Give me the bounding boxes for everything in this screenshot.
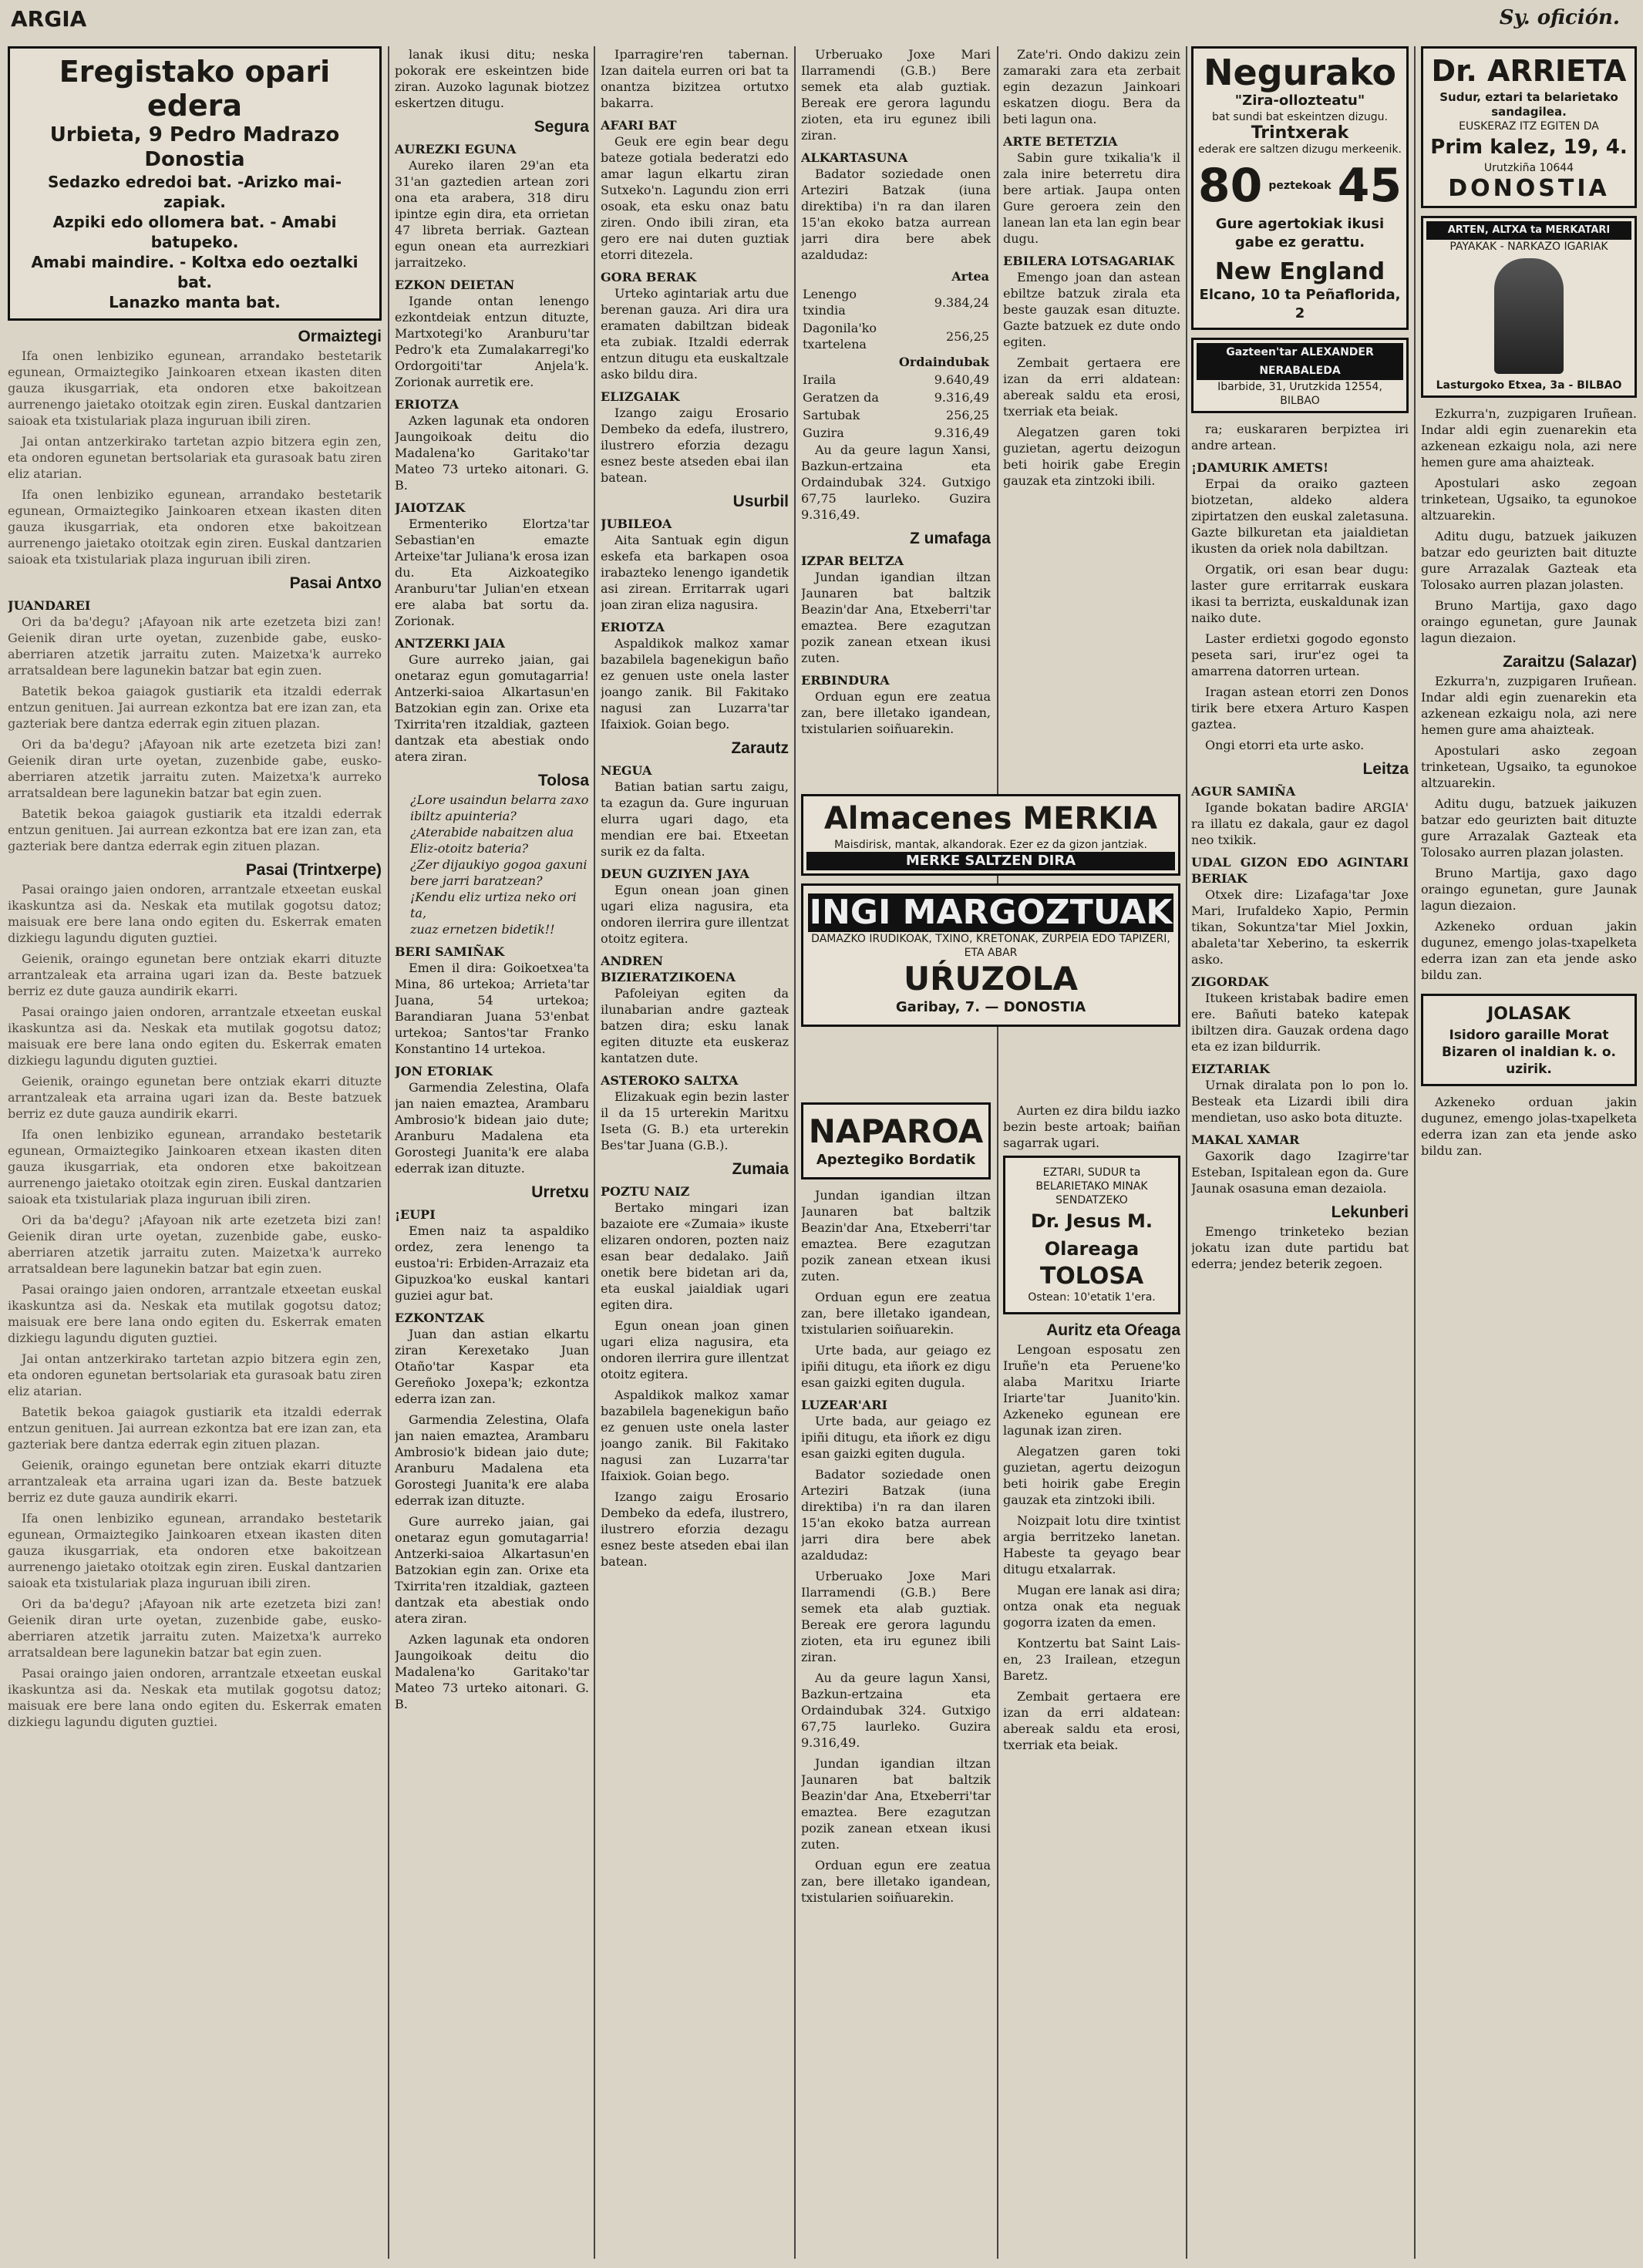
- ad-line: bat sundi bat eskeintzen dizugu.: [1212, 111, 1388, 123]
- article-text: Pasai oraingo jaien ondoren, arrantzale etxeetan euskal ikaskuntza asi da. Neskak eta mutilak gogotsu datoz; maisuak ere bere lana ondo egiten du. Eskerrak ematen dizkiegu lagundu diguten guztiei.: [8, 1666, 382, 1729]
- ad-eregistako: [8, 46, 382, 321]
- poem-line: ¿Aterabide nabaitzen alua: [410, 825, 574, 840]
- table-cell: Guzira: [803, 426, 844, 440]
- article-text: Bertako mingari izan bazaiote ere «Zumaia» ikuste elizaren ondoren, pozten naiz esan bear dedalako. Jaiñ onetik bere bidetan ari da, eta euskal jaialdiak ugari egiten dira.: [601, 1200, 789, 1312]
- ad-line: EUSKERAZ ITZ EGITEN DA: [1459, 120, 1599, 133]
- ad-line: Ostean: 10'etatik 1'era.: [1028, 1291, 1156, 1304]
- ad-title: Dr. Jesus M. Olareaga: [1030, 1210, 1153, 1260]
- article-text: lanak ikusi ditu; neska pokorak ere eskeintzen bide ziran. Auzoko lagunak biotzez eskertzen ditugu.: [395, 47, 589, 110]
- column-6: [1191, 46, 1409, 2259]
- poem-line: Eliz-otoitz bateria?: [410, 841, 529, 856]
- article-text: Juan dan astian elkartu ziran Kerexetako Juan Otaño'tar Kaspar eta Gereñoko Joxepa'k; ezkontza ederra izan zan.: [395, 1327, 589, 1406]
- article-text: Igande ontan lenengo ezkontdeiak entzun dituzte, Martxotegi'ko Aranburu'tar Pedro'k eta Zumalakarregi'ko Ordorgoiti'tar Anjela'k. Zorionak aurretik ere.: [395, 294, 589, 389]
- table-cell: 256,25: [946, 408, 989, 422]
- ad-title: NAPAROA: [808, 1112, 984, 1150]
- ad-line: Maisdirisk, mantak, alkandorak. Ezer ez da gizon jantziak.: [834, 839, 1147, 851]
- article-text: Jundan igandian iltzan Jaunaren bat baltzik Beazin'dar Ana, Etxeberri'tar emaztea. Bere ezagutzan pozik zanean etxean ikusi zuten.: [801, 570, 991, 665]
- table-cell: Sartubak: [803, 408, 860, 422]
- column-divider: [997, 46, 998, 2259]
- table-cell: Geratzen da: [803, 390, 879, 405]
- article-subheading: JUANDAREI: [8, 598, 91, 613]
- ad-arten-altxa: [1421, 216, 1637, 398]
- article-text: Badator soziedade onen Arteziri Batzak (iuna direktiba) i'n ra dan ilaren 15'an ekoko batza aurrean jarri dira bere abek azaldudaz:: [801, 1467, 991, 1563]
- ad-line: Apeztegiko Bordatik: [816, 1152, 976, 1168]
- ad-line: Azpiki edo ollomera bat. - Amabi batupeko.: [52, 213, 337, 251]
- article-text: Igande bokatan badire ARGIA' ra illatu ez dakala, gaur ez dagol neo txikik.: [1191, 800, 1409, 847]
- article-text: Badator soziedade onen Arteziri Batzak (iuna direktiba) i'n ra dan ilaren 15'an ekoko batza aurrean jarri dira bere abek azaldudaz:: [801, 167, 991, 262]
- column-1: [8, 46, 382, 2259]
- table-cell: Dagonila'ko txartelena: [803, 321, 877, 352]
- article-subheading: AUREZKI EGUNA: [395, 142, 517, 156]
- article-subheading: MAKAL XAMAR: [1191, 1132, 1300, 1147]
- article-subheading: LUZEAR'ARI: [801, 1398, 888, 1412]
- paper-fade: [801, 2212, 991, 2259]
- section-heading: Zumaia: [732, 1160, 789, 1178]
- article-text: Urberuako Joxe Mari Ilarramendi (G.B.) Bere semek eta alab guztiak. Bereak ere gerora lagundu zioten, eta iru egunez ibili ziran.: [801, 47, 991, 143]
- paper-fade: [395, 2212, 589, 2259]
- article-text: Jundan igandian iltzan Jaunaren bat baltzik Beazin'dar Ana, Etxeberri'tar emaztea. Bere ezagutzan pozik zanean etxean ikusi zuten.: [801, 1188, 991, 1284]
- article-text: Mugan ere lanak asi dira; ontza onak eta neguak gogorra izaten da emen.: [1003, 1583, 1180, 1630]
- article-text: Emen il dira: Goikoetxea'ta Mina, 86 urtekoa; Arrieta'tar Juana, 54 urtekoa; Barandiaran Juana 53'enbat urtekoa; Santos'tar Franko Konstantino 14 urtekoa.: [395, 961, 589, 1056]
- article-text: Pasai oraingo jaien ondoren, arrantzale etxeetan euskal ikaskuntza asi da. Neskak eta mutilak gogotsu datoz; maisuak ere bere lana ondo egiten du. Eskerrak ematen dizkiegu lagundu diguten guztiei.: [8, 1282, 382, 1345]
- article-text: Batetik bekoa gaiagok gustiarik eta itzaldi ederrak entzun genituen. Jai aurrean ezkontza bat ere izan zan, eta gazteriak bere dantza ederrak egin zituen plazan.: [8, 806, 382, 853]
- article-text: Apostulari asko zegoan trinketean, Ugsaiko, ta egunokoe altzuarekin.: [1421, 476, 1637, 523]
- article-text: Ezkurra'n, zuzpigaren Iruñean. Indar aldi egin zuenarekin eta azkenean ezkaigu nola, azi nere hemen gure ama ahaizteak.: [1421, 674, 1637, 737]
- article-text: Ermenteriko Elortza'tar Sebastian'en emazte Arteixe'tar Juliana'k erosa izan du. Eta Aizkoategiko Aranburu'tar Julian'en etxean ere alaba bat sortu da. Zorionak.: [395, 517, 589, 628]
- ad-phone: Urutzkiña 10644: [1483, 162, 1574, 174]
- ad-address: Lasturgoko Etxea, 3a - BILBAO: [1436, 379, 1622, 392]
- article-text: Azkeneko orduan jakin dugunez, emengo jolas-txapelketa ederra izan zan eta jende asko bildu zan.: [1421, 919, 1637, 982]
- table-row: [801, 424, 991, 442]
- table-row: [801, 353, 991, 371]
- article-text: Otxek dire: Lizafaga'tar Joxe Mari, Irufaldeko Xapio, Permin tikan, Sokuntza'tar Miel Joxkin, abaleta'tar Xeberino, ta eskerrik asko.: [1191, 887, 1409, 967]
- article-subheading: ¡DAMURIK AMETS!: [1191, 460, 1329, 475]
- article-text: Lengoan esposatu zen Iruñe'n eta Peruene'ko alaba Maritxu Iriarte Iriarte'tar Juanito'kin. Azkeneko egunean ere lagunak izan ziren.: [1003, 1342, 1180, 1438]
- article-subheading: EZKON DEIETAN: [395, 278, 515, 292]
- article-subheading: POZTU NAIZ: [601, 1184, 690, 1199]
- section-heading: Pasai Antxo: [289, 574, 382, 592]
- table-row: [801, 285, 991, 319]
- column-divider: [1186, 46, 1187, 2259]
- article-text: Geienik, oraingo egunetan bere ontziak ekarri dituzte arrantzaleak eta arraina ugari izan da. Beste batzuek berriz ez dute gauza aundirik ekarri.: [8, 951, 382, 998]
- ad-line: PAYAKAK - NARKAZO IGARIAK: [1449, 241, 1608, 253]
- price-unit: peztekoak: [1268, 180, 1332, 192]
- article-subheading: GORA BERAK: [601, 270, 697, 284]
- article-text: Izango zaigu Erosario Dembeko da edefa, ilustrero, ilustrero eforzia dezagu esnez beste atseden ebai ilan batean.: [601, 405, 789, 485]
- article-text: Garmendia Zelestina, Olafa jan naien emaztea, Arambaru Ambrosio'k bidean jaio dute; Aranburu Madalena eta Gorostegi Juanita'k ere alaba ederrak izan dituzte.: [395, 1080, 589, 1176]
- article-subheading: NEGUA: [601, 763, 652, 778]
- article-subheading: ALKARTASUNA: [801, 150, 908, 165]
- article-subheading: AGUR SAMIÑA: [1191, 784, 1296, 799]
- article-text: Geuk ere egin bear degu bateze gotiala bederatzi edo amar lagun elkartu ziran Sutxeko'n. Lagundu zion erri osoak, eta esku onaz batu ziren. Ondo ibili ziran, eta gero ere nai duten guztiak etorri ditezela.: [601, 134, 789, 262]
- article-text: Batian batian sartu zaigu, ta ezagun da. Gure inguruan elurra ugari dago, eta mendian ere bai. Etxeetan surik ez da falta.: [601, 779, 789, 859]
- article-text: Orduan egun ere zeatua zan, bere illetako igandean, txistularien soiñuarekin.: [801, 1858, 991, 1905]
- article-subheading: JAIOTZAK: [395, 500, 466, 515]
- article-text: Garmendia Zelestina, Olafa jan naien emaztea, Arambaru Ambrosio'k bidean jaio dute; Aranburu Madalena eta Gorostegi Juanita'k ere alaba ederrak izan dituzte.: [395, 1412, 589, 1508]
- ad-address: Ibarbide, 31, Urutzkida 12554, BILBAO: [1217, 381, 1382, 407]
- ad-olareaga: [1003, 1156, 1180, 1314]
- ad-city: DONOSTIA: [1448, 175, 1610, 202]
- section-heading: Zarautz: [731, 739, 789, 757]
- article-text: Aspaldikok malkoz xamar bazabilela bagenekigun baño ez genuen uste onela laster joango zanik. Bil Fakitako nagusi zan Luzarra'tar Ifaixiok. Goian bego.: [601, 1388, 789, 1483]
- article-text: Isidoro garaille Morat Bizaren ol inaldian k. o. uzirik.: [1441, 1028, 1617, 1077]
- poem-line: ¿Lore usaindun belarra zaxo: [410, 792, 589, 807]
- article-text: Jai ontan antzerkirako tartetan azpio bitzera egin zen, eta ondoren egunetan bertsolariak eta gurasoak batu ziren eliz atarian.: [8, 434, 382, 481]
- table-cell: 9.316,49: [934, 390, 989, 405]
- column-5-lower: [1003, 1102, 1180, 2259]
- article-text: Bruno Martija, gaxo dago oraingo egunetan, gure Jaunak lagun diezaion.: [1421, 866, 1637, 913]
- article-subheading: ¡EUPI: [395, 1207, 436, 1222]
- article-text: Geienik, oraingo egunetan bere ontziak ekarri dituzte arrantzaleak eta arraina ugari izan da. Beste batzuek berriz ez dute gauza aundirik ekarri.: [8, 1458, 382, 1505]
- article-text: Azken lagunak eta ondoren Jaungoikoak deitu dio Madalena'ko Garitako'tar Mateo 73 urteko aitonari. G. B.: [395, 1632, 589, 1711]
- paper-fade: [1003, 2212, 1180, 2259]
- table-cell: 9.384,24: [934, 294, 989, 310]
- article-subheading: BERI SAMIÑAK: [395, 944, 505, 959]
- article-text: Geienik, oraingo egunetan bere ontziak ekarri dituzte arrantzaleak eta arraina ugari izan da. Beste batzuek berriz ez dute gauza aundirik ekarri.: [8, 1074, 382, 1121]
- poem-line: ¿Zer dijaukiyo gogoa gaxuni: [410, 857, 588, 872]
- article-subheading: ANTZERKI JAIA: [395, 636, 505, 651]
- article-text: Erpai da oraiko gazteen biotzetan, aldeko aldera zipirtatzen den euskal zaletasuna. Gazte bilkuretan eta jaialdietan ikusten da oriek nola dabiltzan.: [1191, 476, 1409, 556]
- table-header: Ordaindubak: [898, 355, 989, 369]
- ad-tagline: Gure agertokiak ikusi gabe ez gerattu.: [1215, 216, 1385, 251]
- ad-store-name: New England: [1214, 258, 1385, 285]
- article-text: Aita Santuak egin digun eskefa eta barkapen osoa irabazteko lenengo igandetik asi zirean. Erritarrak ugari joan ziran eliza nagusira.: [601, 533, 789, 612]
- section-heading: Urretxu: [531, 1183, 589, 1201]
- article-text: Apostulari asko zegoan trinketean, Ugsaiko, ta egunokoe altzuarekin.: [1421, 743, 1637, 790]
- article-text: Emengo joan dan astean ebiltze batzuk zirala eta beste gauzak esan dituzte. Gazte batzuek ez dute ondo egiten.: [1003, 270, 1180, 349]
- column-4-lower: [801, 1102, 991, 2259]
- article-text: Orduan egun ere zeatua zan, bere illetako igandean, txistularien soiñuarekin.: [801, 689, 991, 736]
- ad-title: Eregistako opari edera: [59, 55, 331, 123]
- ad-title: Gazteen'tar ALEXANDER NERABALEDA: [1197, 343, 1403, 380]
- article-text: Zembait gertaera ere izan da erri aldatean: abereak saldu eta erosi, txerriak eta beiak.: [1003, 355, 1180, 419]
- article-text: Au da geure lagun Xansi, Bazkun-ertzaina eta Ordaindubak 324. Gutxigo 67,75 laurleko. Guzira 9.316,49.: [801, 1671, 991, 1750]
- article-text: Alegatzen garen toki guzietan, agertu deizogun beti hoirik gabe Eregin gauzak eta zintzoki ibili.: [1003, 425, 1180, 488]
- article-text: Batetik bekoa gaiagok gustiarik eta itzaldi ederrak entzun genituen. Jai aurrean ezkontza bat ere izan zan, eta gazteriak bere dantza ederrak egin zituen plazan.: [8, 684, 382, 731]
- ad-line: EZTARI, SUDUR ta BELARIETAKO MINAK SENDATZEKO: [1035, 1166, 1148, 1206]
- price-2: 45: [1337, 159, 1402, 213]
- column-divider: [594, 46, 595, 2259]
- article-text: Azken lagunak eta ondoren Jaungoikoak deitu dio Madalena'ko Garitako'tar Mateo 73 urteko aitonari. G. B.: [395, 413, 589, 493]
- article-text: Jai ontan antzerkirako tartetan azpio bitzera egin zen, eta ondoren egunetan bertsolariak eta gurasoak batu ziren eliz atarian.: [8, 1351, 382, 1398]
- man-illustration-icon: [1494, 258, 1564, 374]
- paper-fade: [1421, 2212, 1637, 2259]
- section-heading: Tolosa: [537, 772, 589, 789]
- article-text: Ongi etorri eta urte asko.: [1205, 738, 1365, 752]
- ad-prices: [1197, 159, 1403, 213]
- section-heading: Pasai (Trintxerpe): [245, 861, 382, 879]
- article-text: Laster erdietxi gogodo egonsto peseta sari, irur'ez ogei ta amarrena datorren urtean.: [1191, 631, 1409, 678]
- article-subheading: ANDREN BIZIERATZIKOENA: [601, 954, 736, 984]
- article-text: Ifa onen lenbiziko egunean, arrandako bestetarik egunean, Ormaiztegiko Jainkoaren etxean ikasten diten gauza ikusgarriak, eta ondoren etxe bakoitzean aurrenengo jaietako otoitzak egin ziren. Euskal dantzarien saioak eta txistulariak plaza inguruan ibili ziren.: [8, 1127, 382, 1206]
- table-row: [801, 389, 991, 406]
- poem: [395, 792, 589, 937]
- table-cell: 9.316,49: [934, 426, 989, 440]
- article-subheading: DEUN GUZIYEN JAYA: [601, 866, 749, 881]
- section-heading: Ormaiztegi: [298, 328, 382, 345]
- section-heading: Leitza: [1362, 760, 1409, 778]
- article-text: ra; euskararen berpiztea iri andre artean.: [1191, 422, 1409, 453]
- column-divider: [388, 46, 389, 2259]
- article-text: Jundan igandian iltzan Jaunaren bat baltzik Beazin'dar Ana, Etxeberri'tar emaztea. Bere ezagutzan pozik zanean etxean ikusi zuten.: [801, 1756, 991, 1852]
- accounts-table: [801, 268, 991, 442]
- article-text: Ori da ba'degu? ¡Afayoan nik arte ezetzeta bizi zan! Geienik diran urte oyetan, zuzenbide gabe, eusko-aberriaren atzetik jarraitu zuten. Maizetxa'k aurreko arratsaldean bere lagunekin batzar bat egin zuen.: [8, 737, 382, 800]
- article-text: Orgatik, ori esan bear dugu: laster gure erritarrak euskara ikasi ta berrizta, euskaldunak izan naiko dute.: [1191, 562, 1409, 625]
- table-row: [801, 406, 991, 424]
- article-subheading: EIZTARIAK: [1191, 1062, 1270, 1076]
- ad-dr-arrieta: [1421, 46, 1637, 208]
- article-subheading: IZPAR BELTZA: [801, 554, 904, 568]
- ad-ingi-margoztuak: [801, 883, 1180, 1027]
- ad-line: MERKE SALTZEN DIRA: [806, 852, 1175, 870]
- column-2: [395, 46, 589, 2259]
- ad-address: Prim kalez, 19, 4.: [1430, 136, 1628, 159]
- article-subheading: ERIOTZA: [601, 620, 665, 634]
- ad-negurako: [1191, 46, 1409, 330]
- article-text: Ori da ba'degu? ¡Afayoan nik arte ezetzeta bizi zan! Geienik diran urte oyetan, zuzenbide gabe, eusko-aberriaren atzetik jarraitu zuten. Maizetxa'k aurreko arratsaldean bere lagunekin batzar bat egin zuen.: [8, 614, 382, 678]
- article-subheading: JUBILEOA: [601, 517, 672, 531]
- ad-address: Elcano, 10 ta Peñaflorida, 2: [1199, 287, 1401, 321]
- article-text: Zembait gertaera ere izan da erri aldatean: abereak saldu eta erosi, txerriak eta beiak.: [1003, 1689, 1180, 1752]
- ad-line: Sedazko edredoi bat. -Arizko mai-zapiak.: [47, 173, 342, 211]
- article-text: Ifa onen lenbiziko egunean, arrandako bestetarik egunean, Ormaiztegiko Jainkoaren etxean ikasten diten gauza ikusgarriak, eta ondoren etxe bakoitzean aurrenengo jaietako otoitzak egin ziren. Euskal dantzarien saioak eta txistulariak plaza inguruan ibili ziren.: [8, 348, 382, 428]
- article-text: Aditu dugu, batzuek jaikuzen batzar edo geurizten bait dituzte gure Arrazalak Gazteak eta Tolosako aurren plazan jolasten.: [1421, 529, 1637, 592]
- article-text: Ifa onen lenbiziko egunean, arrandako bestetarik egunean, Ormaiztegiko Jainkoaren etxean ikasten diten gauza ikusgarriak, eta ondoren etxe bakoitzean aurrenengo jaietako otoitzak egin ziren. Euskal dantzarien saioak eta txistulariak plaza inguruan ibili ziren.: [8, 487, 382, 567]
- ad-subtitle: Sudur, eztari ta belarietako sandagilea.: [1439, 90, 1618, 119]
- table-row: [801, 319, 991, 353]
- paper-fade: [601, 2212, 789, 2259]
- ad-line: ederak ere saltzen dizugu merkeenik.: [1197, 143, 1402, 156]
- ad-title: INGI MARGOZTUAK: [809, 893, 1173, 932]
- table-header: [801, 268, 897, 285]
- center-ads: [801, 794, 1180, 1035]
- article-text: Azkeneko orduan jakin dugunez, emengo jolas-txapelketa ederra izan zan eta jende asko bildu zan.: [1421, 1095, 1637, 1158]
- article-text: Aspaldikok malkoz xamar bazabilela bagenekigun baño ez genuen uste onela laster joango zanik. Bil Fakitako nagusi zan Luzarra'tar Ifaixiok. Goian bego.: [601, 636, 789, 732]
- ad-address: Urbieta, 9 Pedro Madrazo Donostia: [49, 123, 340, 171]
- article-text: Au da geure lagun Xansi, Bazkun-ertzaina eta Ordaindubak 324. Gutxigo 67,75 laurleko. Guzira 9.316,49.: [801, 442, 991, 522]
- article-text: Itukeen kristabak badire emen ere. Bañuti bateko katepak ibiltzen dira. Gauzak ordena dago eta ez izan bildurrik.: [1191, 991, 1409, 1054]
- ad-title: Negurako: [1203, 52, 1397, 93]
- article-subheading: UDAL GIZON EDO AGINTARI BERIAK: [1191, 855, 1409, 886]
- article-subheading: EZKONTZAK: [395, 1311, 484, 1325]
- article-text: Sabin gure txikalia'k il zala inire beterretu dira bere artiak. Jaupa onten Gure geroera zein den lanean lan eta lan egin bear dugu.: [1003, 150, 1180, 246]
- article-text: Pasai oraingo jaien ondoren, arrantzale etxeetan euskal ikaskuntza asi da. Neskak eta mutilak gogotsu datoz; maisuak ere bere lana ondo egiten du. Eskerrak ematen dizkiegu lagundu diguten guztiei.: [8, 882, 382, 945]
- column-5-upper: [1003, 46, 1180, 779]
- ad-line: DAMAZKO IRUDIKOAK, TXINO, KRETONAK, ZURPEIA EDO TAPIZERI, ETA ABAR: [811, 933, 1170, 959]
- article-text: Urteko agintariak artu due berenan gauza. Ari dira ura eramaten dabiltzan bideak eta zubiak. Itzaldi ederrak entzun ditugu eta euskaltzale asko bildu dira.: [601, 286, 789, 382]
- article-text: Gaxorik dago Izagirre'tar Esteban, Ispitalean egon da. Gure Jaunak osasuna eman dezaiola.: [1191, 1149, 1409, 1196]
- article-text: Ifa onen lenbiziko egunean, arrandako bestetarik egunean, Ormaiztegiko Jainkoaren etxean ikasten diten gauza ikusgarriak, eta ondoren etxe bakoitzean aurrenengo jaietako otoitzak egin ziren. Euskal dantzarien saioak eta txistulariak plaza inguruan ibili ziren.: [8, 1511, 382, 1590]
- ad-merkia: [801, 794, 1180, 876]
- ad-gazteen: [1191, 338, 1409, 413]
- article-subheading: AFARI BAT: [601, 118, 677, 133]
- article-subheading: EBILERA LOTSAGARIAK: [1003, 254, 1175, 268]
- article-text: Izango zaigu Erosario Dembeko da edefa, ilustrero, ilustrero eforzia dezagu esnez beste atseden ebai ilan batean.: [601, 1489, 789, 1569]
- poem-line: bere jarri baratzean?: [410, 873, 543, 888]
- article-text: Ezkurra'n, zuzpigaren Iruñean. Indar aldi egin zuenarekin eta azkenean ezkaigu nola, azi nere hemen gure ama ahaizteak.: [1421, 406, 1637, 469]
- article-text: Pasai oraingo jaien ondoren, arrantzale etxeetan euskal ikaskuntza asi da. Neskak eta mutilak gogotsu datoz; maisuak ere bere lana ondo egiten du. Eskerrak ematen dizkiegu lagundu diguten guztiei.: [8, 1004, 382, 1068]
- poem-line: ¡Kendu eliz urtiza neko ori ta,: [410, 890, 577, 920]
- article-subheading: ASTEROKO SALTXA: [601, 1073, 739, 1088]
- jolasak-box: [1421, 994, 1637, 1086]
- article-text: Alegatzen garen toki guzietan, agertu deizogun beti hoirik gabe Eregin gauzak eta zintzoki ibili.: [1003, 1444, 1180, 1507]
- article-text: Ori da ba'degu? ¡Afayoan nik arte ezetzeta bizi zan! Geienik diran urte oyetan, zuzenbide gabe, eusko-aberriaren atzetik jarraitu zuten. Maizetxa'k aurreko arratsaldean bere lagunekin batzar bat egin zuen.: [8, 1597, 382, 1660]
- article-text: Pafoleiyan egiten da ilunabarian andre gazteak batzen dira; esku lanak egiten dituzte eta euskeraz kantatzen dute.: [601, 986, 789, 1065]
- section-heading: Usurbil: [732, 493, 789, 510]
- ad-title: Dr. ARRIETA: [1431, 54, 1627, 88]
- ad-address: Garibay, 7. — DONOSTIA: [895, 999, 1086, 1015]
- section-heading: Zaraitzu (Salazar): [1503, 653, 1637, 671]
- article-text: Urnak diralata pon lo pon lo. Besteak eta Lizardi ibili dira mendietan, uso asko bota dituzte.: [1191, 1078, 1409, 1125]
- ad-line: Lanazko manta bat.: [109, 293, 281, 311]
- table-header: Artea: [951, 269, 989, 284]
- table-row: [801, 268, 991, 285]
- article-text: Zate'ri. Ondo dakizu zein zamaraki zara eta zerbait egin dezazun Jainkoari eskatzen diogu. Bera da beti lagun ona.: [1003, 47, 1180, 126]
- article-text: Kontzertu bat Saint Lais-en, 23 Irailean, etzegun Baretz.: [1003, 1636, 1180, 1683]
- page-header: [0, 0, 1643, 46]
- paper-fade: [1191, 2212, 1409, 2259]
- column-divider: [794, 46, 796, 2259]
- section-heading: Auritz eta Oŕeaga: [1046, 1321, 1180, 1339]
- article-text: Urberuako Joxe Mari Ilarramendi (G.B.) Bere semek eta alab guztiak. Bereak ere gerora lagundu zioten, eta iru egunez ibili ziran.: [801, 1569, 991, 1664]
- article-text: Emen naiz ta aspaldiko ordez, zera lenengo ta eustoa'ri: Erbiden-Arrazaiz eta Gipuzkoa'ko euskal kantari guziei agur bat.: [395, 1223, 589, 1303]
- article-text: Aditu dugu, batzuek jaikuzen batzar edo geurizten bait dituzte gure Arrazalak Gazteak eta Tolosako aurren plazan jolasten.: [1421, 796, 1637, 860]
- article-subheading: JOLASAK: [1487, 1004, 1571, 1024]
- ad-naparoa: [801, 1102, 991, 1179]
- article-subheading: ERIOTZA: [395, 397, 459, 412]
- article-text: Iragan astean etorri zen Donos tirik bere etxera Arturo Kaspen gaztea.: [1191, 685, 1409, 732]
- column-3: [601, 46, 789, 2259]
- table-header: [801, 353, 897, 371]
- article-text: Bruno Martija, gaxo dago oraingo egunetan, gure Jaunak lagun diezaion.: [1421, 598, 1637, 645]
- article-text: Noizpait lotu dire txintist argia berritzeko lanetan. Habeste ta geyago bear ditugu etxalarrak.: [1003, 1513, 1180, 1576]
- ad-city: TOLOSA: [1039, 1263, 1144, 1290]
- ad-subtitle: "Zira-ollozteatu": [1234, 93, 1365, 109]
- masthead-right: Sy. ofición.: [1499, 6, 1620, 29]
- column-7: [1421, 46, 1637, 2259]
- article-subheading: JON ETORIAK: [395, 1064, 493, 1078]
- ad-title: ARTEN, ALTXA ta MERKATARI: [1426, 221, 1631, 240]
- column-4-upper: [801, 46, 991, 779]
- paper-fade: [8, 2212, 382, 2259]
- article-text: Egun onean joan ginen ugari eliza nagusira, eta ondoren ilerrira gure illentzat otoitz egitera.: [601, 1318, 789, 1381]
- ad-store-name: Almacenes MERKIA: [823, 801, 1158, 836]
- article-text: Urte bada, aur geiago ez ipiñi ditugu, eta iñork ez digu esan gaizki egiten dugula.: [801, 1343, 991, 1390]
- table-cell: 256,25: [946, 328, 989, 344]
- article-text: Emengo trinketeko bezian jokatu izan dute partidu bat ederra; jendez beterik zegoen.: [1191, 1224, 1409, 1271]
- table-cell: Iraila: [803, 372, 837, 387]
- ad-brand: Trintxerak: [1251, 123, 1349, 143]
- section-heading: Lekunberi: [1331, 1203, 1409, 1221]
- article-text: Aureko ilaren 29'an eta 31'an gaztedien artean zori ona eta arabera, 318 diru ipintze egin dira, eta orrietan 47 libreta berriak. Gaztean egun onean eta aurrezkiari jarraitzeko.: [395, 158, 589, 270]
- masthead-left: ARGIA: [11, 6, 87, 32]
- table-cell: 9.640,49: [934, 372, 989, 387]
- price-1: 80: [1197, 159, 1263, 213]
- table-cell: Lenengo txindia: [803, 287, 857, 318]
- article-text: Gure aurreko jaian, gai onetaraz egun gomutagarria! Antzerki-saioa Alkartasun'en Batzokian egin zan. Orixe eta Txirrita'ren itzaldiak, gazteen dantzak eta abestiak ondo atera ziran.: [395, 652, 589, 764]
- poem-line: ibiltz apuinteria?: [410, 809, 517, 823]
- article-text: Batetik bekoa gaiagok gustiarik eta itzaldi ederrak entzun genituen. Jai aurrean ezkontza bat ere izan zan, eta gazteriak bere dantza ederrak egin zituen plazan.: [8, 1405, 382, 1452]
- table-row: [801, 371, 991, 389]
- article-text: Orduan egun ere zeatua zan, bere illetako igandean, txistularien soiñuarekin.: [801, 1290, 991, 1337]
- article-subheading: ELIZGAIAK: [601, 389, 680, 404]
- article-text: Aurten ez dira bildu iazko bezin beste artoak; baiñan sagarrak ugari.: [1003, 1103, 1180, 1150]
- ad-line: Amabi maindire. - Koltxa edo oeztalki bat.: [31, 253, 359, 291]
- article-text: Iparragire'ren tabernan. Izan daitela eurren ori bat ta onantza bizitzea ortutxo bakarra.: [601, 47, 789, 110]
- article-subheading: ZIGORDAK: [1191, 974, 1269, 989]
- article-text: Elizakuak egin bezin laster il da 15 urterekin Maritxu Iseta (G. B.) eta urterekin Bes'tar Juana (G.B.).: [601, 1089, 789, 1153]
- poem-line: zuaz ernetzen bidetik!!: [410, 922, 555, 937]
- section-heading: Z umafaga: [909, 530, 991, 547]
- article-text: Ori da ba'degu? ¡Afayoan nik arte ezetzeta bizi zan! Geienik diran urte oyetan, zuzenbide gabe, eusko-aberriaren atzetik jarraitu zuten. Maizetxa'k aurreko arratsaldean bere lagunekin batzar bat egin zuen.: [8, 1213, 382, 1276]
- article-text: Urte bada, aur geiago ez ipiñi ditugu, eta iñork ez digu esan gaizki egiten dugula.: [801, 1414, 991, 1461]
- article-text: Gure aurreko jaian, gai onetaraz egun gomutagarria! Antzerki-saioa Alkartasun'en Batzokian egin zan. Orixe eta Txirrita'ren itzaldiak, gazteen dantzak eta abestiak ondo atera ziran.: [395, 1514, 589, 1626]
- article-subheading: ERBINDURA: [801, 673, 890, 688]
- column-divider: [1414, 46, 1416, 2259]
- section-heading: Segura: [534, 118, 589, 136]
- article-subheading: ARTE BETETZIA: [1003, 134, 1118, 149]
- ad-store-name: UŔUZOLA: [904, 960, 1078, 998]
- article-text: Egun onean joan ginen ugari eliza nagusira, eta ondoren ilerrira gure illentzat otoitz egitera.: [601, 883, 789, 946]
